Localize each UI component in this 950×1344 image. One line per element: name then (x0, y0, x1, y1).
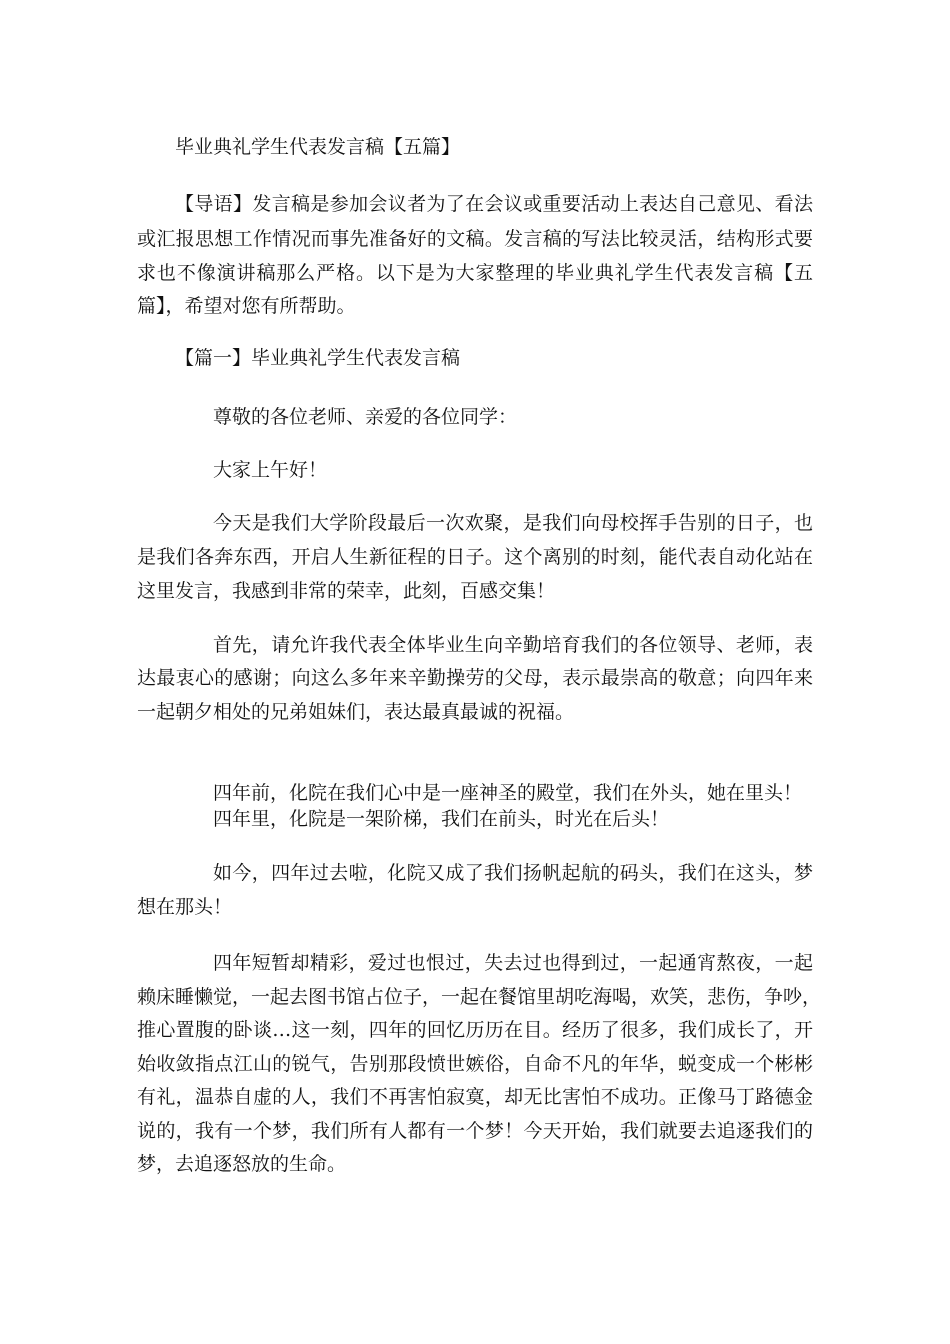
paragraph-3: 四年前，化院在我们心中是一座神圣的殿堂，我们在外头，她在里头！ (213, 782, 803, 804)
paragraph-line: 如今，四年过去啦，化院又成了我们扬帆起航的码头，我们在这头，梦 (213, 862, 813, 884)
paragraph-line: 这里发言，我感到非常的荣幸，此刻，百感交集！ (137, 580, 556, 602)
paragraph-line: 是我们各奔东西，开启人生新征程的日子。这个离别的时刻，能代表自动化站在 (137, 546, 813, 568)
intro-line: 或汇报思想工作情况而事先准备好的文稿。发言稿的写法比较灵活，结构形式要 (137, 228, 813, 250)
section-heading: 【篇一】毕业典礼学生代表发言稿 (175, 347, 461, 369)
intro-line: 篇】，希望对您有所帮助。 (137, 295, 356, 317)
paragraph-line: 一起朝夕相处的兄弟姐妹们，表达最真最诚的祝福。 (137, 701, 575, 723)
paragraph-4: 四年里，化院是一架阶梯，我们在前头，时光在后头！ (213, 808, 670, 830)
paragraph-line: 今天是我们大学阶段最后一次欢聚，是我们向母校挥手告别的日子，也 (213, 512, 813, 534)
paragraph-line: 梦，去追逐怒放的生命。 (137, 1153, 347, 1175)
intro-line: 【导语】发言稿是参加会议者为了在会议或重要活动上表达自己意见、看法 (175, 193, 813, 215)
paragraph-line: 首先，请允许我代表全体毕业生向辛勤培育我们的各位领导、老师，表 (213, 634, 813, 656)
paragraph-line: 想在那头！ (137, 896, 233, 918)
paragraph-line: 赖床睡懒觉，一起去图书馆占位子，一起在餐馆里胡吃海喝，欢笑，悲伤，争吵， (137, 986, 822, 1008)
document-title: 毕业典礼学生代表发言稿【五篇】 (175, 136, 461, 158)
intro-line: 求也不像演讲稿那么严格。以下是为大家整理的毕业典礼学生代表发言稿【五 (137, 262, 813, 284)
paragraph-line: 四年短暂却精彩，爱过也恨过，失去过也得到过，一起通宵熬夜，一起 (213, 952, 813, 974)
paragraph-line: 始收敛指点江山的锐气，告别那段愤世嫉俗，自命不凡的年华，蜕变成一个彬彬 (137, 1053, 813, 1075)
paragraph-line: 说的，我有一个梦，我们所有人都有一个梦！今天开始，我们就要去追逐我们的 (137, 1120, 813, 1142)
salutation: 尊敬的各位老师、亲爱的各位同学： (213, 406, 518, 428)
paragraph-line: 达最衷心的感谢；向这么多年来辛勤操劳的父母，表示最崇高的敬意；向四年来 (137, 667, 813, 689)
greeting: 大家上午好！ (213, 459, 328, 481)
paragraph-line: 有礼，温恭自虚的人，我们不再害怕寂寞，却无比害怕不成功。正像马丁路德金 (137, 1086, 813, 1108)
paragraph-line: 推心置腹的卧谈…这一刻，四年的回忆历历在目。经历了很多，我们成长了，开 (137, 1019, 813, 1041)
